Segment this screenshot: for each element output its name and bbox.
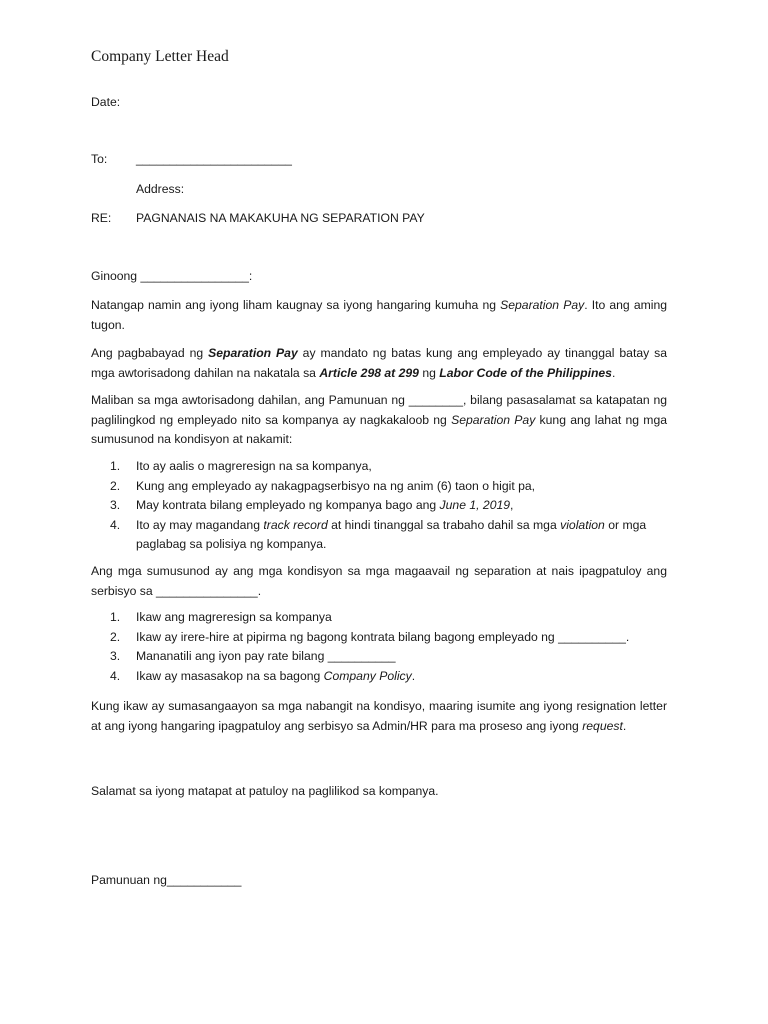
date-label: Date:: [91, 95, 121, 109]
para3-text-c: kung ang lahat ng mga sumusunod na kondisyon at nakamit:: [91, 412, 667, 446]
list-item-text-a: Ito ay may magandang: [136, 517, 264, 532]
para3-separation-pay: Separation Pay: [451, 412, 536, 427]
list-number: 4.: [110, 668, 121, 683]
para5-text-a: Kung ikaw ay sumasangaayon sa mga nabangit na kondisyo, maaring isumite ang iyong resignation letter at ang iyong hangaring ipagpatuloy ang serbisyo sa Admin/HR para ma proseso ang iyong: [91, 699, 667, 733]
paragraph-mandato: [91, 344, 667, 383]
para2-article: Article 298 at 299: [319, 365, 419, 380]
list-number: 4.: [110, 517, 121, 532]
list-item: [110, 477, 667, 497]
list-item-text: Kung ang empleyado ay nakagpagserbisyo na ng anim (6) taon o higit pa,: [136, 478, 536, 493]
list-item-date: June 1, 2019: [439, 498, 511, 512]
list-item-violation: violation: [560, 517, 605, 532]
conditions-list: [110, 457, 667, 555]
paragraph-tugon: [91, 296, 667, 335]
re-subject: PAGNANAIS NA MAKAKUHA NG SEPARATION PAY: [136, 211, 425, 225]
list-number: 2.: [110, 629, 121, 644]
list-item-text: Ikaw ang magreresign sa kompanya: [136, 610, 332, 624]
list-item: [110, 667, 667, 687]
para2-labor-code: Labor Code of the Philippines: [439, 365, 612, 380]
list-item-company-policy: Company Policy: [323, 668, 412, 683]
list-item-text-a: Ikaw ay masasakop na sa bagong: [136, 668, 324, 683]
list-item: [110, 496, 667, 516]
list-item-text: Ikaw ay irere-hire at pipirma ng bagong kontrata bilang bagong empleyado ng __________.: [136, 629, 630, 644]
paragraph-kondisyon: [91, 391, 667, 450]
signature-line: Pamunuan ng___________: [91, 873, 242, 887]
para2-separation-pay: Separation Pay: [208, 346, 298, 360]
para2-text-a: Ang pagbabayad ng: [91, 346, 209, 360]
re-label: RE:: [91, 211, 112, 225]
list-item-text-c: at hindi tinanggal sa trabaho dahil sa mga: [327, 517, 561, 532]
list-number: 3.: [110, 649, 121, 663]
list-item-text-e: or mga paglabag sa polisiya ng kompanya.: [136, 517, 647, 551]
paragraph-magaavail: Ang mga sumusunod ay ang mga kondisyon sa mga magaavail ng separation at nais ipagpatuloy ang serbisyo sa _______________.: [91, 564, 667, 598]
para2-text-c: ay mandato ng batas kung ang empleyado ay tinanggal batay sa mga awtorisadong dahilan na nakatala sa: [91, 346, 668, 380]
list-item-text: Ito ay aalis o magreresign na sa kompanya,: [136, 459, 372, 473]
list-number: 1.: [110, 459, 121, 473]
para2-text-e: ng: [418, 365, 440, 380]
para5-text-c: .: [622, 718, 627, 733]
list-item: [110, 628, 667, 648]
list-item: [110, 608, 667, 628]
list-number: 3.: [110, 498, 121, 512]
list-item-text-c: ,: [510, 498, 514, 512]
list-number: 2.: [110, 478, 121, 493]
list-item: [110, 647, 667, 667]
to-label: To:: [91, 152, 108, 166]
para5-request: request: [582, 718, 623, 733]
para1-text-a: Natangap namin ang iyong liham kaugnay sa iyong hangaring kumuha ng: [91, 298, 501, 312]
para1-separation-pay: Separation Pay: [500, 298, 585, 312]
list-item-text-c: .: [411, 668, 416, 683]
list-item: [110, 516, 667, 555]
list-item-text-a: May kontrata bilang empleyado ng kompanya bago ang: [136, 498, 440, 512]
para2-text-g: .: [611, 365, 616, 380]
list-item-track-record: track record: [263, 517, 328, 532]
closing-line: Salamat sa iyong matapat at patuloy na paglilikod sa kompanya.: [91, 784, 439, 798]
list-item-text: Mananatili ang iyon pay rate bilang __________: [136, 649, 396, 663]
address-label: Address:: [136, 182, 185, 196]
paragraph-isumite: [91, 697, 667, 736]
letterhead: Company Letter Head: [91, 48, 229, 65]
salutation: Ginoong ________________:: [91, 269, 253, 283]
para3-text-a: Maliban sa mga awtorisadong dahilan, ang Pamunuan ng ________, bilang pasasalamat sa katapatan ng paglilingkod ng empleyado nito sa kompanya ay nagkakaloob ng: [91, 393, 667, 427]
to-recipient-blank: _______________________: [136, 152, 292, 166]
para1-text-c: . Ito ang aming tugon.: [91, 298, 668, 332]
rehire-conditions-list: [110, 608, 667, 686]
list-number: 1.: [110, 610, 121, 624]
list-item: [110, 457, 667, 477]
